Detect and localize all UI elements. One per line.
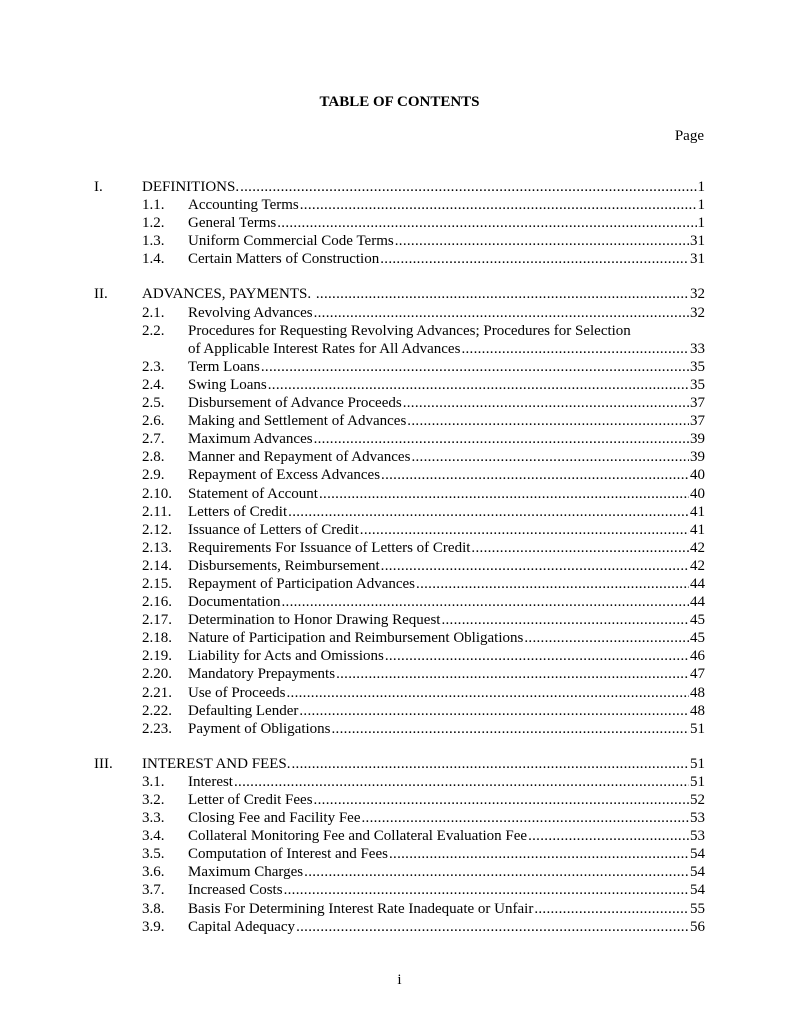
toc-line <box>188 575 705 593</box>
entry-number: 2.7. <box>142 431 165 448</box>
page-number: 31 <box>690 233 705 250</box>
page-number: 51 <box>690 755 705 772</box>
entry-title: Liability for Acts and Omissions <box>188 648 384 665</box>
dot-leader <box>332 720 690 738</box>
section-number: I. <box>94 179 103 195</box>
toc-line <box>188 665 705 683</box>
toc-line <box>188 720 705 738</box>
toc-line <box>188 503 705 521</box>
toc-line <box>188 900 705 918</box>
section-number: II. <box>94 286 108 303</box>
page-number: 39 <box>690 431 705 448</box>
dot-leader <box>299 702 689 720</box>
toc-section-row <box>0 755 799 773</box>
entry-number: 2.8. <box>142 449 165 466</box>
entry-number: 2.9. <box>142 467 165 484</box>
entry-number: 2.6. <box>142 413 165 430</box>
page-number: 46 <box>690 648 705 665</box>
page-number: 1 <box>697 179 705 195</box>
toc-line <box>188 881 705 899</box>
dot-leader <box>407 412 689 430</box>
dot-leader <box>284 881 689 899</box>
entry-title: General Terms <box>188 215 277 232</box>
toc-line <box>188 791 705 809</box>
toc-entry-row <box>0 412 799 430</box>
page-number: 1 <box>697 215 705 232</box>
dot-leader <box>234 773 689 791</box>
toc-entry-row <box>0 611 799 629</box>
toc-line <box>188 863 705 881</box>
entry-number: 3.4. <box>142 828 165 845</box>
entry-number: 2.2. <box>142 322 165 339</box>
toc-line <box>188 557 705 575</box>
entry-title: Basis For Determining Interest Rate Inadequate or Unfair <box>188 900 534 917</box>
dot-leader <box>336 665 689 683</box>
page-number: 52 <box>690 792 705 808</box>
entry-title: Swing Loans <box>188 376 267 393</box>
toc-line <box>188 232 705 250</box>
toc-entry-row <box>0 448 799 466</box>
page-number: 35 <box>690 376 705 393</box>
entry-title: Closing Fee and Facility Fee <box>188 810 361 827</box>
entry-number: 1.2. <box>142 215 165 232</box>
page-number: 42 <box>690 557 705 574</box>
toc-entry-row <box>0 430 799 448</box>
toc-entry-row <box>0 304 799 322</box>
dot-leader <box>261 358 689 376</box>
toc-line <box>188 827 705 845</box>
entry-number: 3.3. <box>142 810 165 827</box>
toc-line <box>188 629 705 647</box>
page-number: 33 <box>690 340 705 357</box>
entry-title: Maximum Advances <box>188 431 313 448</box>
footer-page-number: i <box>397 972 402 988</box>
dot-leader <box>314 430 689 448</box>
dot-leader <box>389 845 689 863</box>
entry-title: Making and Settlement of Advances <box>188 413 407 430</box>
page-number: 42 <box>690 539 705 556</box>
dot-leader <box>461 340 689 358</box>
toc-line <box>188 809 705 827</box>
dot-leader <box>277 214 696 232</box>
entry-number: 2.5. <box>142 395 165 412</box>
toc-line <box>188 539 705 557</box>
toc-section-row <box>0 178 799 196</box>
toc-entry-row <box>0 720 799 738</box>
dot-leader <box>314 791 689 809</box>
dot-leader <box>403 394 689 412</box>
entry-number: 3.1. <box>142 773 165 790</box>
toc-entry-row <box>0 214 799 232</box>
toc-section-row <box>0 285 799 303</box>
dot-leader <box>381 466 689 484</box>
toc-line <box>188 340 705 358</box>
page-number: 35 <box>690 358 705 375</box>
entry-title: Interest <box>188 773 233 790</box>
entry-number: 2.19. <box>142 648 172 665</box>
page-number: 45 <box>690 612 705 629</box>
toc-line <box>188 196 705 214</box>
toc-entry-row <box>0 575 799 593</box>
section-title: INTEREST AND FEES. <box>142 755 291 772</box>
section-number: III. <box>94 755 113 772</box>
page-number: 54 <box>690 864 705 881</box>
entry-title: Letters of Credit <box>188 503 288 520</box>
entry-title: Mandatory Prepayments <box>188 666 336 683</box>
toc-line <box>188 304 705 322</box>
entry-number: 3.2. <box>142 792 165 808</box>
entry-number: 1.4. <box>142 251 165 268</box>
page-number: 51 <box>690 773 705 790</box>
entry-title: Manner and Repayment of Advances <box>188 449 411 466</box>
entry-number: 3.6. <box>142 864 165 881</box>
dot-leader <box>319 485 689 503</box>
toc-line <box>188 521 705 539</box>
entry-title: Certain Matters of Construction <box>188 251 380 268</box>
toc-line <box>188 845 705 863</box>
page-number: 53 <box>690 828 705 845</box>
page-number: 55 <box>690 900 705 917</box>
entry-number: 2.18. <box>142 630 172 647</box>
entry-title: Issuance of Letters of Credit <box>188 521 359 538</box>
page-column-header: Page <box>674 128 704 144</box>
toc-entry-row <box>0 791 799 809</box>
dot-leader <box>300 196 697 214</box>
toc-entry-row <box>0 593 799 611</box>
entry-title: Maximum Charges <box>188 864 304 881</box>
dot-leader <box>385 647 689 665</box>
toc-entry-row <box>0 196 799 214</box>
entry-number: 3.9. <box>142 918 165 935</box>
page-number: 39 <box>690 449 705 466</box>
dot-leader <box>395 232 689 250</box>
toc-line <box>188 214 705 232</box>
entry-number: 2.10. <box>142 485 172 502</box>
toc-entry-row <box>0 665 799 683</box>
entry-title: Uniform Commercial Code Terms <box>188 233 394 250</box>
dot-leader <box>360 521 689 539</box>
dot-leader <box>286 684 689 702</box>
toc-line <box>188 412 705 430</box>
dot-leader <box>268 376 689 394</box>
page-title: TABLE OF CONTENTS <box>319 94 480 110</box>
toc-entry-row <box>0 773 799 791</box>
entry-number: 2.21. <box>142 684 172 701</box>
entry-title: of Applicable Interest Rates for All Advances <box>188 340 461 357</box>
dot-leader <box>296 918 689 936</box>
toc-entry-row <box>0 557 799 575</box>
toc-line <box>188 376 705 394</box>
page-number: 31 <box>690 251 705 268</box>
dot-leader <box>314 304 689 322</box>
toc-entry-row <box>0 358 799 376</box>
section-title: ADVANCES, PAYMENTS. <box>142 286 315 303</box>
entry-title: Defaulting Lender <box>188 702 299 719</box>
dot-leader <box>381 557 689 575</box>
entry-title: Statement of Account <box>188 485 318 502</box>
dot-leader <box>524 629 689 647</box>
entry-number: 2.20. <box>142 666 172 683</box>
entry-title: Collateral Monitoring Fee and Collateral Evaluation Fee <box>188 828 528 845</box>
toc-entry-row <box>0 322 799 340</box>
toc-entry-row <box>0 503 799 521</box>
toc-entry-row <box>0 521 799 539</box>
toc-line <box>142 285 705 303</box>
page-number: 56 <box>690 918 705 935</box>
toc-line <box>188 466 705 484</box>
page-number: 44 <box>690 594 705 611</box>
entry-number: 2.13. <box>142 539 172 556</box>
page-number: 41 <box>690 521 705 538</box>
page-number: 37 <box>690 395 705 412</box>
dot-leader <box>288 503 689 521</box>
toc-line <box>188 918 705 936</box>
toc-line <box>142 755 705 773</box>
page-number: 40 <box>690 485 705 502</box>
toc-line <box>188 430 705 448</box>
page-number: 54 <box>690 846 705 863</box>
toc-entry-row <box>0 539 799 557</box>
page-number: 32 <box>690 304 705 321</box>
entry-number: 2.4. <box>142 376 165 393</box>
entry-title: Payment of Obligations <box>188 720 331 737</box>
dot-leader <box>416 575 689 593</box>
page-number: 40 <box>690 467 705 484</box>
entry-title: Documentation <box>188 594 281 611</box>
toc-entry-row <box>0 827 799 845</box>
page-number: 44 <box>690 575 705 592</box>
page-number: 37 <box>690 413 705 430</box>
page-number: 32 <box>690 286 705 303</box>
toc-entry-row <box>0 629 799 647</box>
toc-entry-row <box>0 918 799 936</box>
toc-list <box>0 178 799 936</box>
page-number: 1 <box>697 197 705 214</box>
entry-number: 3.8. <box>142 900 165 917</box>
entry-title: Capital Adequacy <box>188 918 296 935</box>
dot-leader <box>471 539 689 557</box>
toc-line <box>142 178 705 196</box>
entry-number: 2.3. <box>142 358 165 375</box>
toc-entry-row <box>0 900 799 918</box>
toc-entry-row <box>0 684 799 702</box>
toc-line <box>188 358 705 376</box>
toc-entry-row <box>0 394 799 412</box>
entry-title: Letter of Credit Fees <box>188 792 313 808</box>
entry-title: Disbursement of Advance Proceeds <box>188 395 402 412</box>
entry-title: Procedures for Requesting Revolving Advances; Procedures for Selection <box>188 322 631 339</box>
entry-number: 2.16. <box>142 594 172 611</box>
dot-leader <box>304 863 689 881</box>
page-number: 47 <box>690 666 705 683</box>
entry-number: 3.5. <box>142 846 165 863</box>
entry-title: Repayment of Excess Advances <box>188 467 381 484</box>
entry-title: Term Loans <box>188 358 260 375</box>
toc-line <box>188 684 705 702</box>
toc-line <box>188 593 705 611</box>
toc-entry-row <box>0 845 799 863</box>
entry-number: 2.15. <box>142 575 172 592</box>
entry-number: 2.23. <box>142 720 172 737</box>
toc-entry-row <box>0 376 799 394</box>
page-number: 48 <box>690 702 705 719</box>
toc-entry-row <box>0 647 799 665</box>
toc-continuation-row <box>0 340 799 358</box>
section-title: DEFINITIONS. <box>142 179 240 195</box>
dot-leader <box>441 611 689 629</box>
dot-leader <box>361 809 689 827</box>
entry-number: 2.1. <box>142 304 165 321</box>
dot-leader <box>281 593 689 611</box>
toc-entry-row <box>0 863 799 881</box>
entry-title: Requirements For Issuance of Letters of Credit <box>188 539 471 556</box>
entry-number: 1.3. <box>142 233 165 250</box>
dot-leader <box>411 448 689 466</box>
dot-leader <box>534 900 689 918</box>
toc-line <box>188 394 705 412</box>
toc-line <box>188 448 705 466</box>
dot-leader <box>316 285 689 303</box>
toc-line <box>188 647 705 665</box>
entry-title: Increased Costs <box>188 882 283 899</box>
toc-line <box>188 485 705 503</box>
entry-title: Nature of Participation and Reimbursement Obligations <box>188 630 524 647</box>
page-number: 51 <box>690 720 705 737</box>
entry-number: 2.17. <box>142 612 172 629</box>
entry-title: Use of Proceeds <box>188 684 286 701</box>
toc-entry-row <box>0 250 799 268</box>
toc-entry-row <box>0 466 799 484</box>
entry-number: 2.12. <box>142 521 172 538</box>
dot-leader <box>240 178 696 196</box>
entry-number: 2.14. <box>142 557 172 574</box>
entry-number: 2.11. <box>142 503 172 520</box>
toc-entry-row <box>0 809 799 827</box>
toc-entry-row <box>0 232 799 250</box>
dot-leader <box>291 755 689 773</box>
toc-line <box>188 250 705 268</box>
toc-entry-row <box>0 702 799 720</box>
page-number: 45 <box>690 630 705 647</box>
entry-number: 2.22. <box>142 702 172 719</box>
entry-title: Revolving Advances <box>188 304 313 321</box>
entry-title: Computation of Interest and Fees <box>188 846 388 863</box>
entry-title: Accounting Terms <box>188 197 299 214</box>
page-number: 53 <box>690 810 705 827</box>
toc-entry-row <box>0 881 799 899</box>
entry-title: Determination to Honor Drawing Request <box>188 612 441 629</box>
toc-entry-row <box>0 485 799 503</box>
toc-line <box>188 611 705 629</box>
page-number: 48 <box>690 684 705 701</box>
page-number: 54 <box>690 882 705 899</box>
toc-line <box>188 773 705 791</box>
entry-title: Disbursements, Reimbursement <box>188 557 380 574</box>
page-number: 41 <box>690 503 705 520</box>
toc-line <box>188 702 705 720</box>
dot-leader <box>380 250 689 268</box>
dot-leader <box>528 827 689 845</box>
entry-number: 1.1. <box>142 197 165 214</box>
entry-number: 3.7. <box>142 882 165 899</box>
entry-title: Repayment of Participation Advances <box>188 575 416 592</box>
